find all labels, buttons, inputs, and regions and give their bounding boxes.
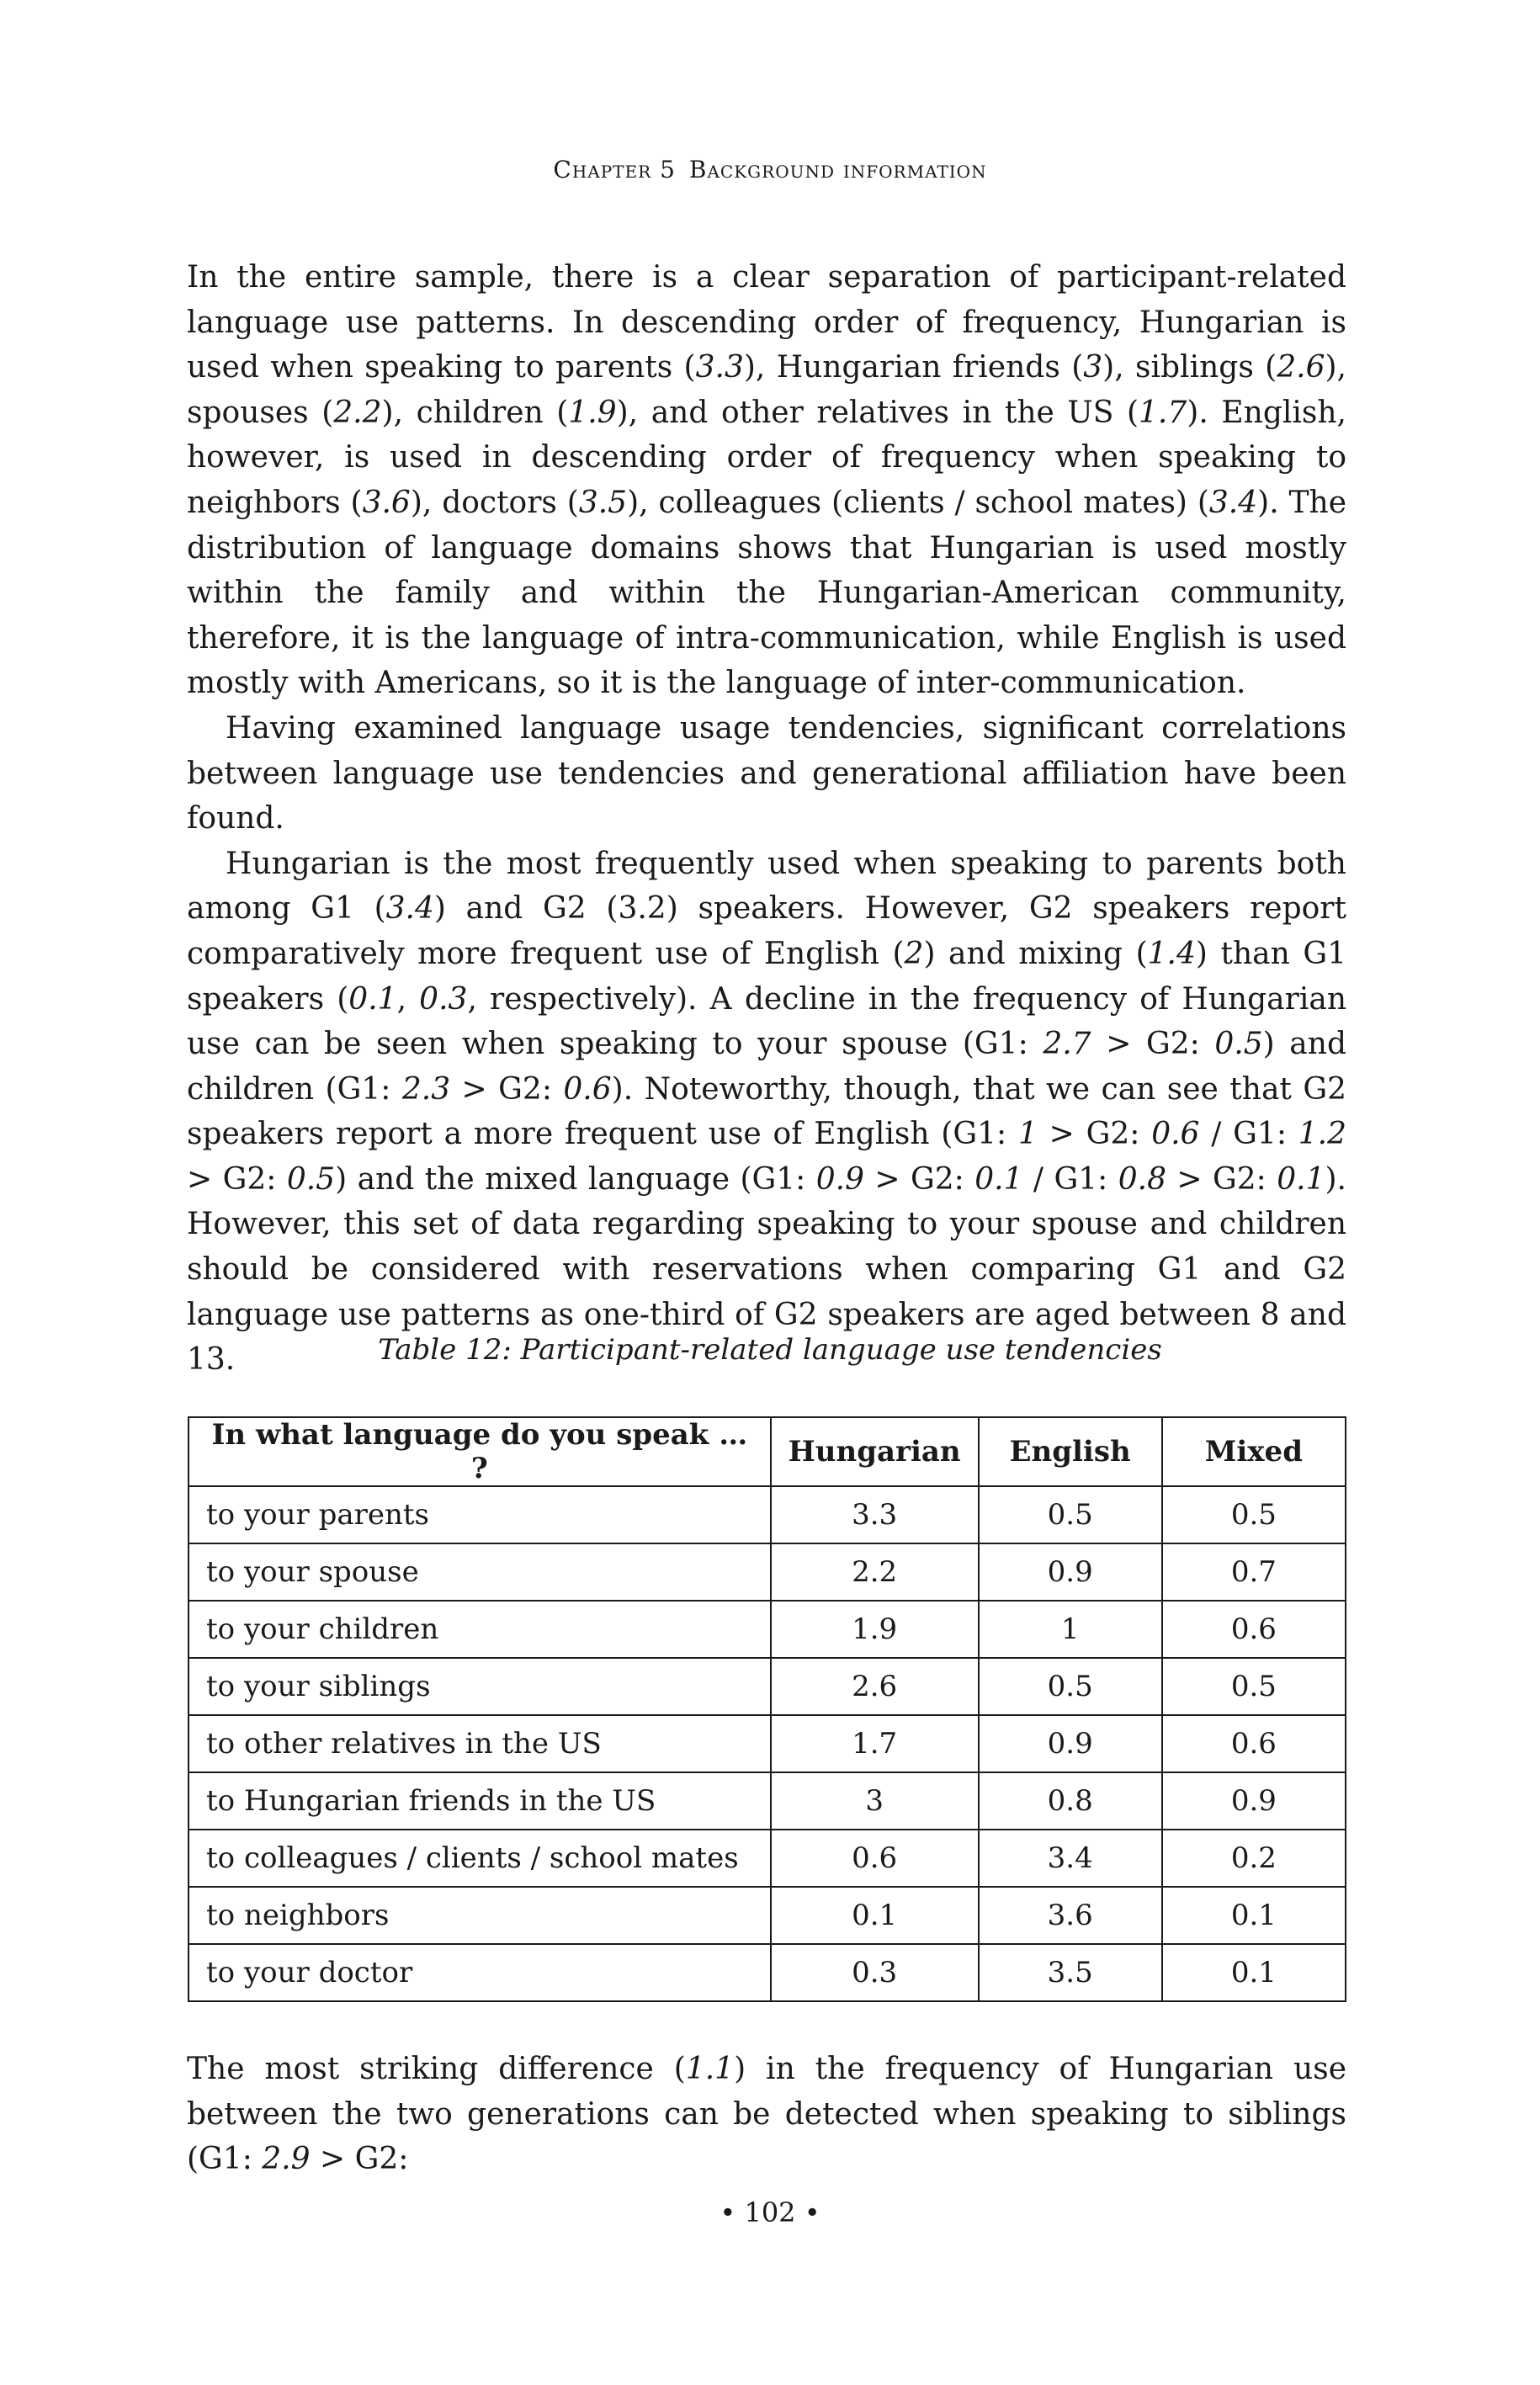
paragraph-4 [187, 2047, 1346, 2182]
italic-value: 1 [1017, 1117, 1038, 1152]
table-row [189, 1543, 1346, 1601]
value-cell: 3.5 [979, 1944, 1162, 2001]
text-run: ). However, this set of data regarding speaking to your spouse and children should be considered with reservations when comparing G1 and G2 language use patterns as one-third of G2 speakers are aged between 8 and 13. [187, 1161, 1346, 1378]
text-run: > G2: [1091, 1027, 1215, 1062]
value-cell: 0.1 [1162, 1944, 1346, 2001]
italic-value: 1.4 [1147, 936, 1196, 971]
row-label-cell: to other relatives in the US [189, 1715, 771, 1772]
row-label-cell: to colleagues / clients / school mates [189, 1830, 771, 1887]
value-cell: 0.6 [1162, 1715, 1346, 1772]
body-text-bottom [187, 2047, 1346, 2182]
value-cell: 0.1 [771, 1887, 979, 1944]
value-cell: 0.9 [979, 1543, 1162, 1601]
text-run: ). Noteworthy, though, that we can see that G2 speakers report a more frequent use of English (G1: [187, 1071, 1346, 1152]
body-text-top [187, 255, 1346, 1383]
text-run: / G1: [1199, 1117, 1298, 1152]
value-cell: 2.6 [771, 1658, 979, 1715]
table-row [189, 1772, 1346, 1830]
italic-value: 1.1 [685, 2052, 735, 2086]
italic-value: 1.9 [568, 395, 617, 430]
running-header [0, 156, 1540, 183]
text-run: , respectively). A decline in the frequency of Hungarian use can be seen when speaking to your spouse (G1: [187, 981, 1347, 1062]
value-cell: 0.1 [1162, 1887, 1346, 1944]
column-header-hungarian: Hungarian [771, 1417, 979, 1486]
row-label-cell: to your spouse [189, 1543, 771, 1601]
value-cell: 2.2 [771, 1543, 979, 1601]
text-run: > G2: [863, 1161, 975, 1197]
value-cell: 1.9 [771, 1601, 979, 1658]
row-label-cell: to neighbors [189, 1887, 771, 1944]
value-cell: 1.7 [771, 1715, 979, 1772]
table-row [189, 1944, 1346, 2001]
value-cell: 0.7 [1162, 1543, 1346, 1601]
value-cell: 0.9 [1162, 1772, 1346, 1830]
text-run: In the entire sample, there is a clear separation of participant-related language use patterns. In descending order of frequency, Hungarian is used when speaking to parents ( [187, 260, 1346, 385]
table-row [189, 1887, 1346, 1944]
text-run: ), children ( [381, 395, 569, 430]
row-label-cell: to your children [189, 1601, 771, 1658]
language-use-table [188, 1416, 1346, 2002]
italic-value: 2 [904, 936, 924, 971]
table-row [189, 1601, 1346, 1658]
column-header-mixed: Mixed [1162, 1417, 1346, 1486]
value-cell: 0.5 [1162, 1658, 1346, 1715]
text-run: ) and G2 (3.2) speakers. However, G2 speakers report comparatively more frequent use of English ( [187, 891, 1346, 971]
chapter-label: Chapter 5 [553, 156, 676, 183]
value-cell: 0.8 [979, 1772, 1162, 1830]
value-cell: 0.5 [1162, 1486, 1346, 1543]
italic-value: 3 [1083, 350, 1103, 385]
italic-value: 3.4 [1208, 485, 1258, 520]
italic-value: 0.6 [1151, 1117, 1200, 1152]
value-cell: 3.4 [979, 1830, 1162, 1887]
paragraph-3 [187, 842, 1346, 1383]
table-header-row [189, 1417, 1346, 1486]
italic-value: 2.7 [1043, 1027, 1091, 1062]
text-run: ). English, however, is used in descending order of frequency when speaking to neighbors ( [187, 395, 1346, 520]
italic-value: 2.3 [401, 1071, 451, 1107]
paragraph-2 [187, 706, 1346, 842]
italic-value: 2.2 [333, 395, 382, 430]
italic-value: 2.6 [1277, 350, 1325, 385]
row-label-cell: to your doctor [189, 1944, 771, 2001]
text-run: ), doctors ( [410, 485, 579, 520]
text-run: Hungarian is the most frequently used when speaking to parents both among G1 ( [187, 846, 1346, 927]
value-cell: 0.9 [979, 1715, 1162, 1772]
italic-value: 0.6 [563, 1071, 612, 1107]
chapter-title: Background information [688, 156, 987, 183]
text-run: > G2: [187, 1161, 287, 1197]
value-cell: 3.3 [771, 1486, 979, 1543]
text-run: ), siblings ( [1102, 350, 1277, 385]
table-row [189, 1658, 1346, 1715]
text-run: > G2: [1037, 1117, 1152, 1152]
italic-value: 1.7 [1139, 395, 1187, 430]
value-cell: 1 [979, 1601, 1162, 1658]
row-label-cell: to your siblings [189, 1658, 771, 1715]
value-cell: 3 [771, 1772, 979, 1830]
row-label-cell: to Hungarian friends in the US [189, 1772, 771, 1830]
value-cell: 0.6 [771, 1830, 979, 1887]
italic-value: 0.5 [286, 1161, 336, 1197]
text-run: > G2: [310, 2142, 409, 2177]
italic-value: 0.3 [419, 981, 468, 1017]
value-cell: 0.6 [1162, 1601, 1346, 1658]
italic-value: 3.6 [362, 485, 411, 520]
text-run: ) and mixing ( [923, 936, 1148, 971]
row-label-cell: to your parents [189, 1486, 771, 1543]
column-header-english: English [979, 1417, 1162, 1486]
text-run: ), and other relatives in the US ( [616, 395, 1139, 430]
table-row [189, 1486, 1346, 1543]
italic-value: 3.4 [385, 891, 434, 927]
italic-value: 0.8 [1118, 1161, 1166, 1197]
table-row [189, 1830, 1346, 1887]
text-run: / G1: [1022, 1161, 1118, 1197]
text-run: > G2: [450, 1071, 564, 1107]
table-row [189, 1715, 1346, 1772]
italic-value: 0.1 [974, 1161, 1023, 1197]
table-caption: Table 12: Participant-related language use tendencies [378, 1333, 1162, 1367]
text-run: > G2: [1166, 1161, 1277, 1197]
italic-value: 0.9 [815, 1161, 864, 1197]
paragraph-1 [187, 255, 1346, 706]
column-header-question: In what language do you speak … ? [189, 1417, 771, 1486]
value-cell: 0.2 [1162, 1830, 1346, 1887]
italic-value: 2.9 [262, 2142, 311, 2177]
text-run: ) in the frequency of Hungarian use between the two generations can be detected when speaking to siblings (G1: [187, 2052, 1346, 2177]
value-cell: 3.6 [979, 1887, 1162, 1944]
text-run: Having examined language usage tendencies, significant correlations between language use tendencies and generational affiliation have been found. [187, 710, 1346, 837]
italic-value: 3.5 [578, 485, 628, 520]
text-run: ) and the mixed language (G1: [335, 1161, 816, 1197]
text-run: ) than G1 speakers ( [187, 936, 1346, 1017]
text-run: , [396, 981, 420, 1017]
page-number: • 102 • [720, 2196, 820, 2228]
italic-value: 0.5 [1214, 1027, 1263, 1062]
text-run: The most striking difference ( [187, 2052, 686, 2086]
table-body [189, 1486, 1346, 2001]
text-run: ). The distribution of language domains shows that Hungarian is used mostly within the family and within the Hungarian-American community, therefore, it is the language of intra-communication, while English is used mostly with Americans, so it is the language of inter-communication. [187, 485, 1347, 701]
text-run: ), Hungarian friends ( [743, 350, 1084, 385]
italic-value: 0.1 [1277, 1161, 1325, 1197]
italic-value: 1.2 [1298, 1117, 1347, 1152]
value-cell: 0.5 [979, 1658, 1162, 1715]
italic-value: 3.3 [695, 350, 744, 385]
text-run: ), colleagues (clients / school mates) ( [627, 485, 1209, 520]
text-run: ) and children (G1: [187, 1027, 1346, 1107]
value-cell: 0.5 [979, 1486, 1162, 1543]
italic-value: 0.1 [348, 981, 397, 1017]
value-cell: 0.3 [771, 1944, 979, 2001]
text-run: ), spouses ( [187, 350, 1346, 430]
